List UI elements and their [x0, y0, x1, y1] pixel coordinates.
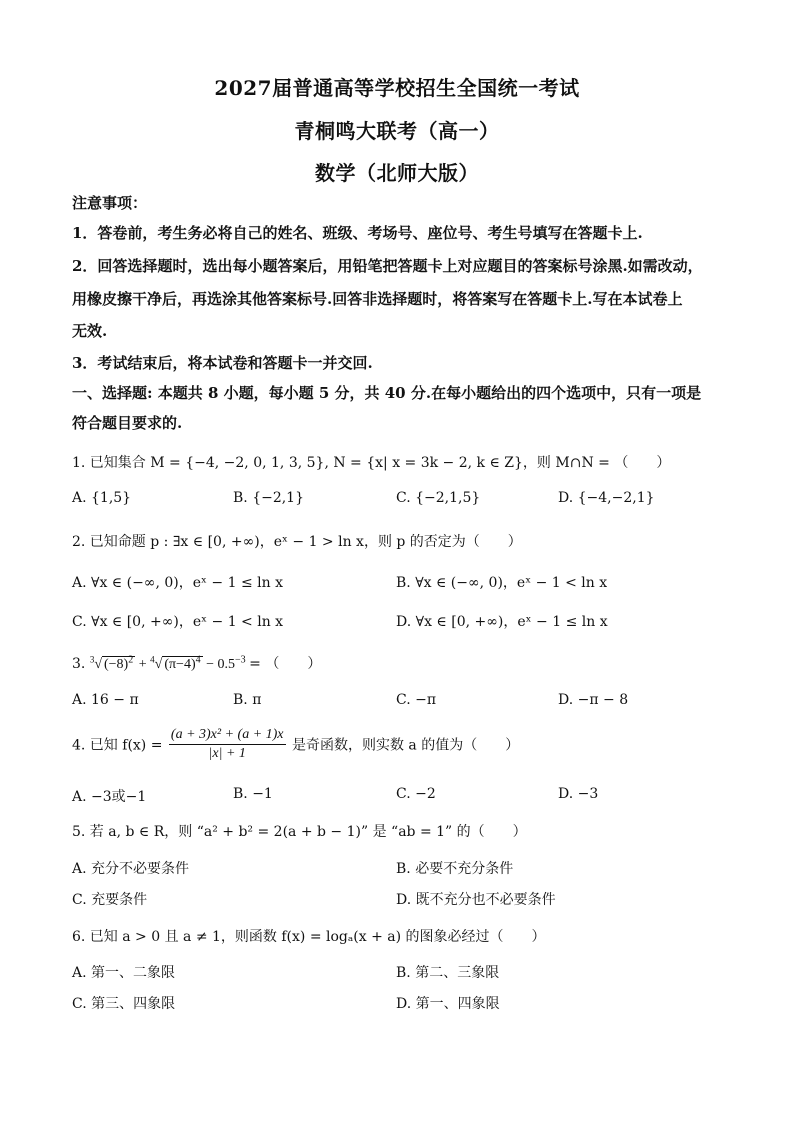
question-5-option-d[interactable]: D. 既不充分也不必要条件 [396, 892, 556, 908]
question-4-prefix: 4. 已知 f(x) = [72, 737, 163, 754]
notice-item-1: 1．答卷前，考生务必将自己的姓名、班级、考场号、座位号、考生号填写在答题卡上. [72, 224, 643, 242]
question-3-stem [72, 653, 321, 673]
notice-item-2-line-1: 2．回答选择题时，选出每小题答案后，用铅笔把答题卡上对应题目的答案标号涂黑.如需改动， [72, 257, 703, 275]
question-6-stem: 6. 已知 a > 0 且 a ≠ 1，则函数 f(x) = logₐ(x + a) 的图象必经过（ ） [72, 929, 546, 945]
question-4-option-a[interactable]: A. −3或−1 [72, 789, 147, 805]
question-3-option-a[interactable]: A. 16 − π [72, 692, 139, 708]
question-3-option-d[interactable]: D. −π − 8 [558, 692, 629, 708]
question-1-option-a[interactable]: A. {1,5} [72, 490, 132, 506]
question-6-option-d[interactable]: D. 第一、四象限 [396, 996, 500, 1012]
question-3-number: 3. [72, 656, 86, 672]
question-2-option-d[interactable]: D. ∀x ∈ [0, +∞)，eˣ − 1 ≤ ln x [396, 614, 608, 630]
question-3-option-c[interactable]: C. −π [396, 692, 437, 708]
question-4-option-c[interactable]: C. −2 [396, 786, 436, 802]
question-6-option-a[interactable]: A. 第一、二象限 [72, 965, 176, 981]
question-2-option-b[interactable]: B. ∀x ∈ (−∞, 0)，eˣ − 1 < ln x [396, 575, 608, 591]
question-5-option-c[interactable]: C. 充要条件 [72, 892, 148, 908]
question-5-option-a[interactable]: A. 充分不必要条件 [72, 861, 190, 877]
question-3-option-b[interactable]: B. π [233, 692, 262, 708]
exam-subtitle: 青桐鸣大联考（高一） [294, 119, 500, 143]
notice-item-2-line-2: 用橡皮擦干净后，再选涂其他答案标号.回答非选择题时，将答案写在答题卡上.写在本试卷上 [72, 290, 683, 308]
question-6-option-c[interactable]: C. 第三、四象限 [72, 996, 176, 1012]
question-2-option-c[interactable]: C. ∀x ∈ [0, +∞)，eˣ − 1 < ln x [72, 614, 284, 630]
question-5-option-b[interactable]: B. 必要不充分条件 [396, 861, 514, 877]
notice-item-2-line-3: 无效. [72, 322, 108, 340]
question-1-option-d[interactable]: D. {−4,−2,1} [558, 490, 655, 506]
question-1-option-b[interactable]: B. {−2,1} [233, 490, 304, 506]
question-6-option-b[interactable]: B. 第二、三象限 [396, 965, 500, 981]
section-heading-line-2: 符合题目要求的. [72, 414, 183, 432]
question-2-stem: 2. 已知命题 p : ∃x ∈ [0, +∞)，eˣ − 1 > ln x，则 p 的否定为（ ） [72, 534, 522, 550]
question-2-option-a[interactable]: A. ∀x ∈ (−∞, 0)，eˣ − 1 ≤ ln x [72, 575, 283, 591]
question-1-option-c[interactable]: C. {−2,1,5} [396, 490, 481, 506]
notice-item-3: 3．考试结束后，将本试卷和答题卡一并交回. [72, 354, 373, 372]
question-3-expression: $^3$√ $(-8)^2 + ^4√$ $(\pi-4)^4 - 0.5^{-3}$ [89, 654, 246, 672]
question-3-suffix: = （ ） [249, 656, 322, 672]
question-4-option-d[interactable]: D. −3 [558, 786, 599, 802]
question-4-stem [72, 727, 519, 762]
question-4-option-b[interactable]: B. −1 [233, 786, 273, 802]
exam-title: 2027届普通高等学校招生全国统一考试 [214, 76, 580, 100]
question-4-denominator: |x| + 1 [208, 746, 246, 761]
exam-subject: 数学（北师大版） [315, 161, 479, 185]
question-5-stem: 5. 若 a, b ∈ R，则 “a² + b² = 2(a + b − 1)” 是 “ab = 1” 的（ ） [72, 824, 527, 840]
notice-heading: 注意事项： [72, 194, 148, 212]
question-4-fraction [169, 727, 286, 762]
question-1-stem: 1. 已知集合 M = {−4, −2, 0, 1, 3, 5}, N = {x| x = 3k − 2, k ∈ Z}，则 M∩N = （ ） [72, 455, 671, 471]
question-4-suffix: 是奇函数，则实数 a 的值为（ ） [291, 737, 520, 754]
section-heading-line-1: 一、选择题: 本题共 8 小题，每小题 5 分，共 40 分.在每小题给出的四个选项中，只有一项是 [72, 384, 702, 402]
question-4-numerator: (a + 3)x² + (a + 1)x [169, 727, 286, 745]
